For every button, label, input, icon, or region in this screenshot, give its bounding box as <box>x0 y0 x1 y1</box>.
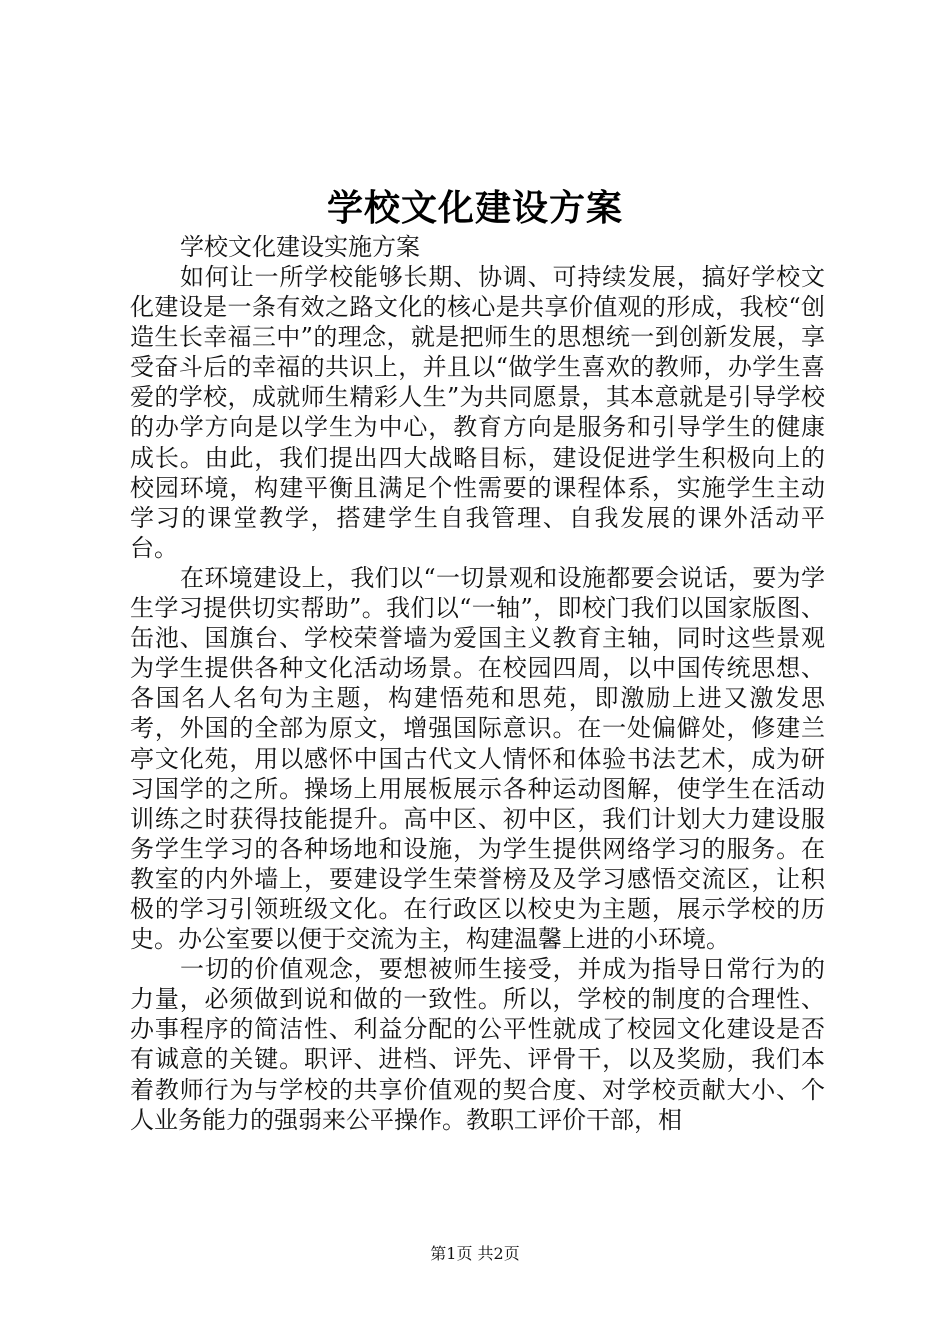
document-title: 学校文化建设方案 <box>326 187 623 229</box>
document-body <box>130 232 825 1135</box>
document-subtitle: 学校文化建设实施方案 <box>180 233 420 261</box>
page-footer: 第1页 共2页 <box>430 1244 520 1263</box>
body-paragraph-3: 一切的价值观念，要想被师生接受，并成为指导日常行为的力量，必须做到说和做的一致性。所以，学校的制度的合理性、办事程序的简洁性、利益分配的公平性就成了校园文化建设是否有诚意的关键。职评、进档、评先、评骨干，以及奖励，我们本着教师行为与学校的共享价值观的契合度、对学校贡献大小、个人业务能力的强弱来公平操作。教职工评价干部，相 <box>130 955 825 1134</box>
body-paragraph-1: 如何让一所学校能够长期、协调、可持续发展，搞好学校文化建设是一条有效之路文化的核心是共享价值观的形成，我校“创造生长幸福三中”的理念，就是把师生的思想统一到创新发展，享受奋斗后的幸福的共识上，并且以“做学生喜欢的教师，办学生喜爱的学校，成就师生精彩人生”为共同愿景，其本意就是引导学校的办学方向是以学生为中心，教育方向是服务和引导学生的健康成长。由此，我们提出四大战略目标，建设促进学生积极向上的校园环境，构建平衡且满足个性需要的课程体系，实施学生主动学习的课堂教学，搭建学生自我管理、自我发展的课外活动平台。 <box>130 263 825 562</box>
body-paragraph-2: 在环境建设上，我们以“一切景观和设施都要会说话，要为学生学习提供切实帮助”。我们以“一轴”，即校门我们以国家版图、缶池、国旗台、学校荣誉墙为爱国主义教育主轴，同时这些景观为学生提供各种文化活动场景。在校园四周，以中国传统思想、各国名人名句为主题，构建悟苑和思苑，即激励上进又激发思考，外国的全部为原文，增强国际意识。在一处偏僻处，修建兰亭文化苑，用以感怀中国古代文人情怀和体验书法艺术，成为研习国学的之所。操场上用展板展示各种运动图解，使学生在活动训练之时获得技能提升。高中区、初中区，我们计划大力建设服务学生学习的各种场地和设施，为学生提供网络学习的服务。在教室的内外墙上，要建设学生荣誉榜及及学习感悟交流区，让积极的学习引领班级文化。在行政区以校史为主题，展示学校的历史。办公室要以便于交流为主，构建温馨上进的小环境。 <box>130 563 825 954</box>
